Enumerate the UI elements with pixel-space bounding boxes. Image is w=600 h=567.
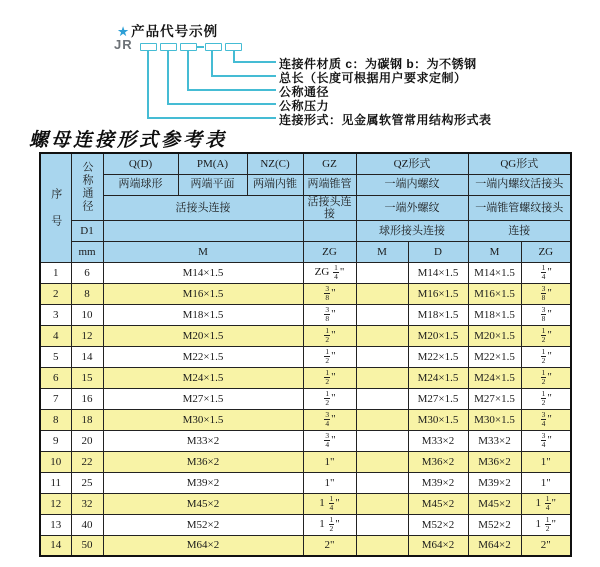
qg_zg-cell: $\frac{1}{2}$ "	[521, 367, 571, 388]
dn-cell: 8	[71, 283, 103, 304]
connector-line	[167, 103, 276, 105]
dn-cell: 40	[71, 514, 103, 535]
fraction: $\frac{1}{2}$	[325, 368, 330, 387]
qz_d-cell: M27×1.5	[408, 388, 468, 409]
table-row	[40, 262, 571, 283]
header-pma: PM(A)	[178, 153, 247, 174]
code-box-2	[160, 43, 177, 51]
fraction: $\frac{1}{2}$	[541, 389, 546, 408]
qg_zg-cell: $\frac{1}{2}$ "	[521, 346, 571, 367]
table-row	[40, 325, 571, 346]
dn-cell: 10	[71, 304, 103, 325]
qg_zg-cell: 1 $\frac{1}{4}$ "	[521, 493, 571, 514]
qz_d-cell: M64×2	[408, 535, 468, 556]
header-qg: QG形式	[468, 153, 571, 174]
gz_zg-cell: 1"	[303, 472, 356, 493]
fraction: $\frac{3}{8}$	[325, 284, 330, 303]
qg_m-cell: M36×2	[468, 451, 521, 472]
gz_zg-cell: $\frac{1}{2}$ "	[303, 346, 356, 367]
qg_zg-cell: $\frac{3}{4}$ "	[521, 409, 571, 430]
qz_d-cell: M52×2	[408, 514, 468, 535]
seq-cell: 1	[40, 262, 71, 283]
qz_d-cell: M18×1.5	[408, 304, 468, 325]
header-col-zg: ZG	[303, 241, 356, 262]
header-col-zg-qg: ZG	[521, 241, 571, 262]
fraction: $\frac{1}{2}$	[325, 389, 330, 408]
header-col-d: D	[408, 241, 468, 262]
qz_d-cell: M20×1.5	[408, 325, 468, 346]
seq-cell: 4	[40, 325, 71, 346]
fraction: $\frac{3}{4}$	[325, 431, 330, 450]
m-cell: M16×1.5	[103, 283, 303, 304]
m-cell: M27×1.5	[103, 388, 303, 409]
table-row	[40, 283, 571, 304]
star-icon: ★	[117, 24, 131, 39]
dn-cell: 22	[71, 451, 103, 472]
code-box-1	[140, 43, 157, 51]
fraction: $\frac{3}{4}$	[325, 410, 330, 429]
qg_m-cell: M45×2	[468, 493, 521, 514]
qz_d-cell: M24×1.5	[408, 367, 468, 388]
table-title: 螺母连接形式参考表	[29, 130, 228, 151]
dn-cell: 18	[71, 409, 103, 430]
fraction: $\frac{1}{2}$	[541, 368, 546, 387]
fraction: $\frac{1}{2}$	[541, 347, 546, 366]
fraction: $\frac{3}{4}$	[541, 431, 546, 450]
dn-cell: 14	[71, 346, 103, 367]
code-box-4	[205, 43, 222, 51]
m-cell: M64×2	[103, 535, 303, 556]
gz_zg-cell: 2"	[303, 535, 356, 556]
seq-cell: 8	[40, 409, 71, 430]
qg_zg-cell: $\frac{3}{4}$ "	[521, 430, 571, 451]
seq-cell: 12	[40, 493, 71, 514]
table-row	[40, 514, 571, 535]
qz_m-cell	[356, 283, 408, 304]
seq-cell: 9	[40, 430, 71, 451]
m-cell: M33×2	[103, 430, 303, 451]
header-empty	[303, 220, 356, 241]
qz_m-cell	[356, 514, 408, 535]
product-code-diagram	[0, 0, 600, 130]
qz_m-cell	[356, 535, 408, 556]
table-row	[40, 388, 571, 409]
dn-cell: 16	[71, 388, 103, 409]
fraction: $\frac{1}{2}$	[545, 515, 550, 534]
header-pma-sub: 两端平面	[178, 174, 247, 195]
dn-cell: 6	[71, 262, 103, 283]
label-connection-form: 连接形式：见金属软管常用结构形式表	[279, 113, 492, 127]
qz_d-cell: M14×1.5	[408, 262, 468, 283]
header-qz-sub2: 一端外螺纹	[356, 195, 468, 220]
dn-cell: 20	[71, 430, 103, 451]
qz_d-cell: M30×1.5	[408, 409, 468, 430]
header-qz-sub1: 一端内螺纹	[356, 174, 468, 195]
fraction: $\frac{1}{2}$	[325, 347, 330, 366]
m-cell: M36×2	[103, 451, 303, 472]
gz_zg-cell: $\frac{1}{2}$ "	[303, 367, 356, 388]
qg_m-cell: M30×1.5	[468, 409, 521, 430]
fraction: $\frac{1}{2}$	[325, 326, 330, 345]
header-col-m: M	[103, 241, 303, 262]
table-row	[40, 409, 571, 430]
header-gz-sub: 两端锥管	[303, 174, 356, 195]
label-nominal-pressure: 公称压力	[279, 99, 330, 113]
header-mm: mm	[71, 241, 103, 262]
fraction: $\frac{1}{4}$	[541, 263, 546, 282]
dn-cell: 15	[71, 367, 103, 388]
qz_d-cell: M16×1.5	[408, 283, 468, 304]
fraction: $\frac{1}{4}$	[334, 263, 338, 282]
qg_m-cell: M16×1.5	[468, 283, 521, 304]
diagram-title-text: 产品代号示例	[131, 24, 219, 39]
table-row	[40, 451, 571, 472]
table-row	[40, 430, 571, 451]
m-cell: M18×1.5	[103, 304, 303, 325]
gz_zg-cell: $\frac{3}{4}$ "	[303, 409, 356, 430]
qz_m-cell	[356, 304, 408, 325]
seq-cell: 10	[40, 451, 71, 472]
code-prefix: JR	[114, 37, 133, 52]
qg_zg-cell: 1"	[521, 451, 571, 472]
header-empty	[103, 220, 303, 241]
m-cell: M22×1.5	[103, 346, 303, 367]
connector-line	[167, 50, 169, 104]
qz_m-cell	[356, 472, 408, 493]
header-qz: QZ形式	[356, 153, 468, 174]
connector-line	[233, 61, 276, 63]
gz_zg-cell: 1 $\frac{1}{2}$ "	[303, 514, 356, 535]
table-row	[40, 346, 571, 367]
seq-cell: 2	[40, 283, 71, 304]
header-qg-sub1: 一端内螺纹活接头	[468, 174, 571, 195]
label-nominal-diameter: 公称通径	[279, 85, 330, 99]
header-nzc-sub: 两端内锥	[247, 174, 303, 195]
dn-cell: 50	[71, 535, 103, 556]
qg_m-cell: M27×1.5	[468, 388, 521, 409]
header-seq: 序号	[40, 153, 71, 262]
m-cell: M52×2	[103, 514, 303, 535]
qg_m-cell: M20×1.5	[468, 325, 521, 346]
connector-line	[147, 50, 149, 118]
seq-cell: 3	[40, 304, 71, 325]
header-d1: D1	[71, 220, 103, 241]
qg_m-cell: M39×2	[468, 472, 521, 493]
code-box-3	[180, 43, 197, 51]
fraction: $\frac{3}{8}$	[541, 305, 546, 324]
gz_zg-cell: 1 $\frac{1}{4}$ "	[303, 493, 356, 514]
qg_zg-cell: 2"	[521, 535, 571, 556]
qg_m-cell: M52×2	[468, 514, 521, 535]
fraction: $\frac{3}{8}$	[325, 305, 330, 324]
gz_zg-cell: 1"	[303, 451, 356, 472]
qz_d-cell: M36×2	[408, 451, 468, 472]
connector-line	[147, 117, 276, 119]
table-row	[40, 472, 571, 493]
dn-cell: 32	[71, 493, 103, 514]
header-gz-conn: 活接头连接	[303, 195, 356, 220]
fraction: $\frac{3}{8}$	[541, 284, 546, 303]
qz_m-cell	[356, 409, 408, 430]
seq-cell: 7	[40, 388, 71, 409]
qg_zg-cell: $\frac{3}{8}$ "	[521, 304, 571, 325]
header-gz: GZ	[303, 153, 356, 174]
qg_zg-cell: $\frac{1}{2}$ "	[521, 325, 571, 346]
qz_m-cell	[356, 367, 408, 388]
table-row	[40, 367, 571, 388]
m-cell: M45×2	[103, 493, 303, 514]
table-row	[40, 535, 571, 556]
qg_zg-cell: 1 $\frac{1}{2}$ "	[521, 514, 571, 535]
table-row	[40, 304, 571, 325]
gz_zg-cell: $\frac{3}{8}$ "	[303, 283, 356, 304]
qg_zg-cell: 1"	[521, 472, 571, 493]
header-col-m-qz: M	[356, 241, 408, 262]
qz_m-cell	[356, 430, 408, 451]
label-total-length: 总长（长度可根据用户要求定制）	[279, 71, 467, 85]
dn-cell: 12	[71, 325, 103, 346]
qz_d-cell: M39×2	[408, 472, 468, 493]
qz_m-cell	[356, 346, 408, 367]
qg_m-cell: M14×1.5	[468, 262, 521, 283]
m-cell: M30×1.5	[103, 409, 303, 430]
header-nzc: NZ(C)	[247, 153, 303, 174]
qz_m-cell	[356, 325, 408, 346]
qz_d-cell: M45×2	[408, 493, 468, 514]
seq-cell: 5	[40, 346, 71, 367]
connector-line	[187, 50, 189, 90]
table-row	[40, 493, 571, 514]
header-union-conn: 活接头连接	[103, 195, 303, 220]
header-qz-conn: 球形接头连接	[356, 220, 468, 241]
qg_m-cell: M24×1.5	[468, 367, 521, 388]
gz_zg-cell: $\frac{3}{4}$ "	[303, 430, 356, 451]
fraction: $\frac{1}{4}$	[329, 494, 334, 513]
gz_zg-cell: $\frac{3}{8}$ "	[303, 304, 356, 325]
table-body	[40, 262, 571, 556]
header-qd-sub: 两端球形	[103, 174, 178, 195]
m-cell: M39×2	[103, 472, 303, 493]
label-material: 连接件材质 c：为碳钢 b：为不锈钢	[279, 57, 477, 71]
gz_zg-cell: $\frac{1}{2}$ "	[303, 388, 356, 409]
qz_m-cell	[356, 451, 408, 472]
m-cell: M14×1.5	[103, 262, 303, 283]
header-col-m-qg: M	[468, 241, 521, 262]
qg_m-cell: M22×1.5	[468, 346, 521, 367]
m-cell: M20×1.5	[103, 325, 303, 346]
qg_m-cell: M33×2	[468, 430, 521, 451]
fraction: $\frac{3}{4}$	[541, 410, 546, 429]
qg_zg-cell: $\frac{3}{8}$ "	[521, 283, 571, 304]
connector-line	[187, 89, 276, 91]
gz_zg-cell: $\frac{1}{2}$ "	[303, 325, 356, 346]
qz_m-cell	[356, 262, 408, 283]
fraction: $\frac{1}{2}$	[329, 515, 334, 534]
dn-cell: 25	[71, 472, 103, 493]
qg_m-cell: M64×2	[468, 535, 521, 556]
header-qg-conn: 连接	[468, 220, 571, 241]
fraction: $\frac{1}{2}$	[541, 326, 546, 345]
qz_m-cell	[356, 493, 408, 514]
qg_zg-cell: $\frac{1}{2}$ "	[521, 388, 571, 409]
seq-cell: 6	[40, 367, 71, 388]
header-qg-sub2: 一端锥管螺纹接头	[468, 195, 571, 220]
gz_zg-cell: ZG $\frac{1}{4}$ "	[303, 262, 356, 283]
nut-connection-table	[39, 152, 572, 557]
qz_d-cell: M22×1.5	[408, 346, 468, 367]
seq-cell: 13	[40, 514, 71, 535]
qz_d-cell: M33×2	[408, 430, 468, 451]
connector-line	[211, 75, 276, 77]
qz_m-cell	[356, 388, 408, 409]
code-dash	[196, 46, 204, 48]
m-cell: M24×1.5	[103, 367, 303, 388]
connector-line	[211, 50, 213, 76]
header-dn: 公称通径	[71, 153, 103, 220]
qg_zg-cell: $\frac{1}{4}$ "	[521, 262, 571, 283]
fraction: $\frac{1}{4}$	[545, 494, 550, 513]
seq-cell: 14	[40, 535, 71, 556]
qg_m-cell: M18×1.5	[468, 304, 521, 325]
seq-cell: 11	[40, 472, 71, 493]
header-qd: Q(D)	[103, 153, 178, 174]
